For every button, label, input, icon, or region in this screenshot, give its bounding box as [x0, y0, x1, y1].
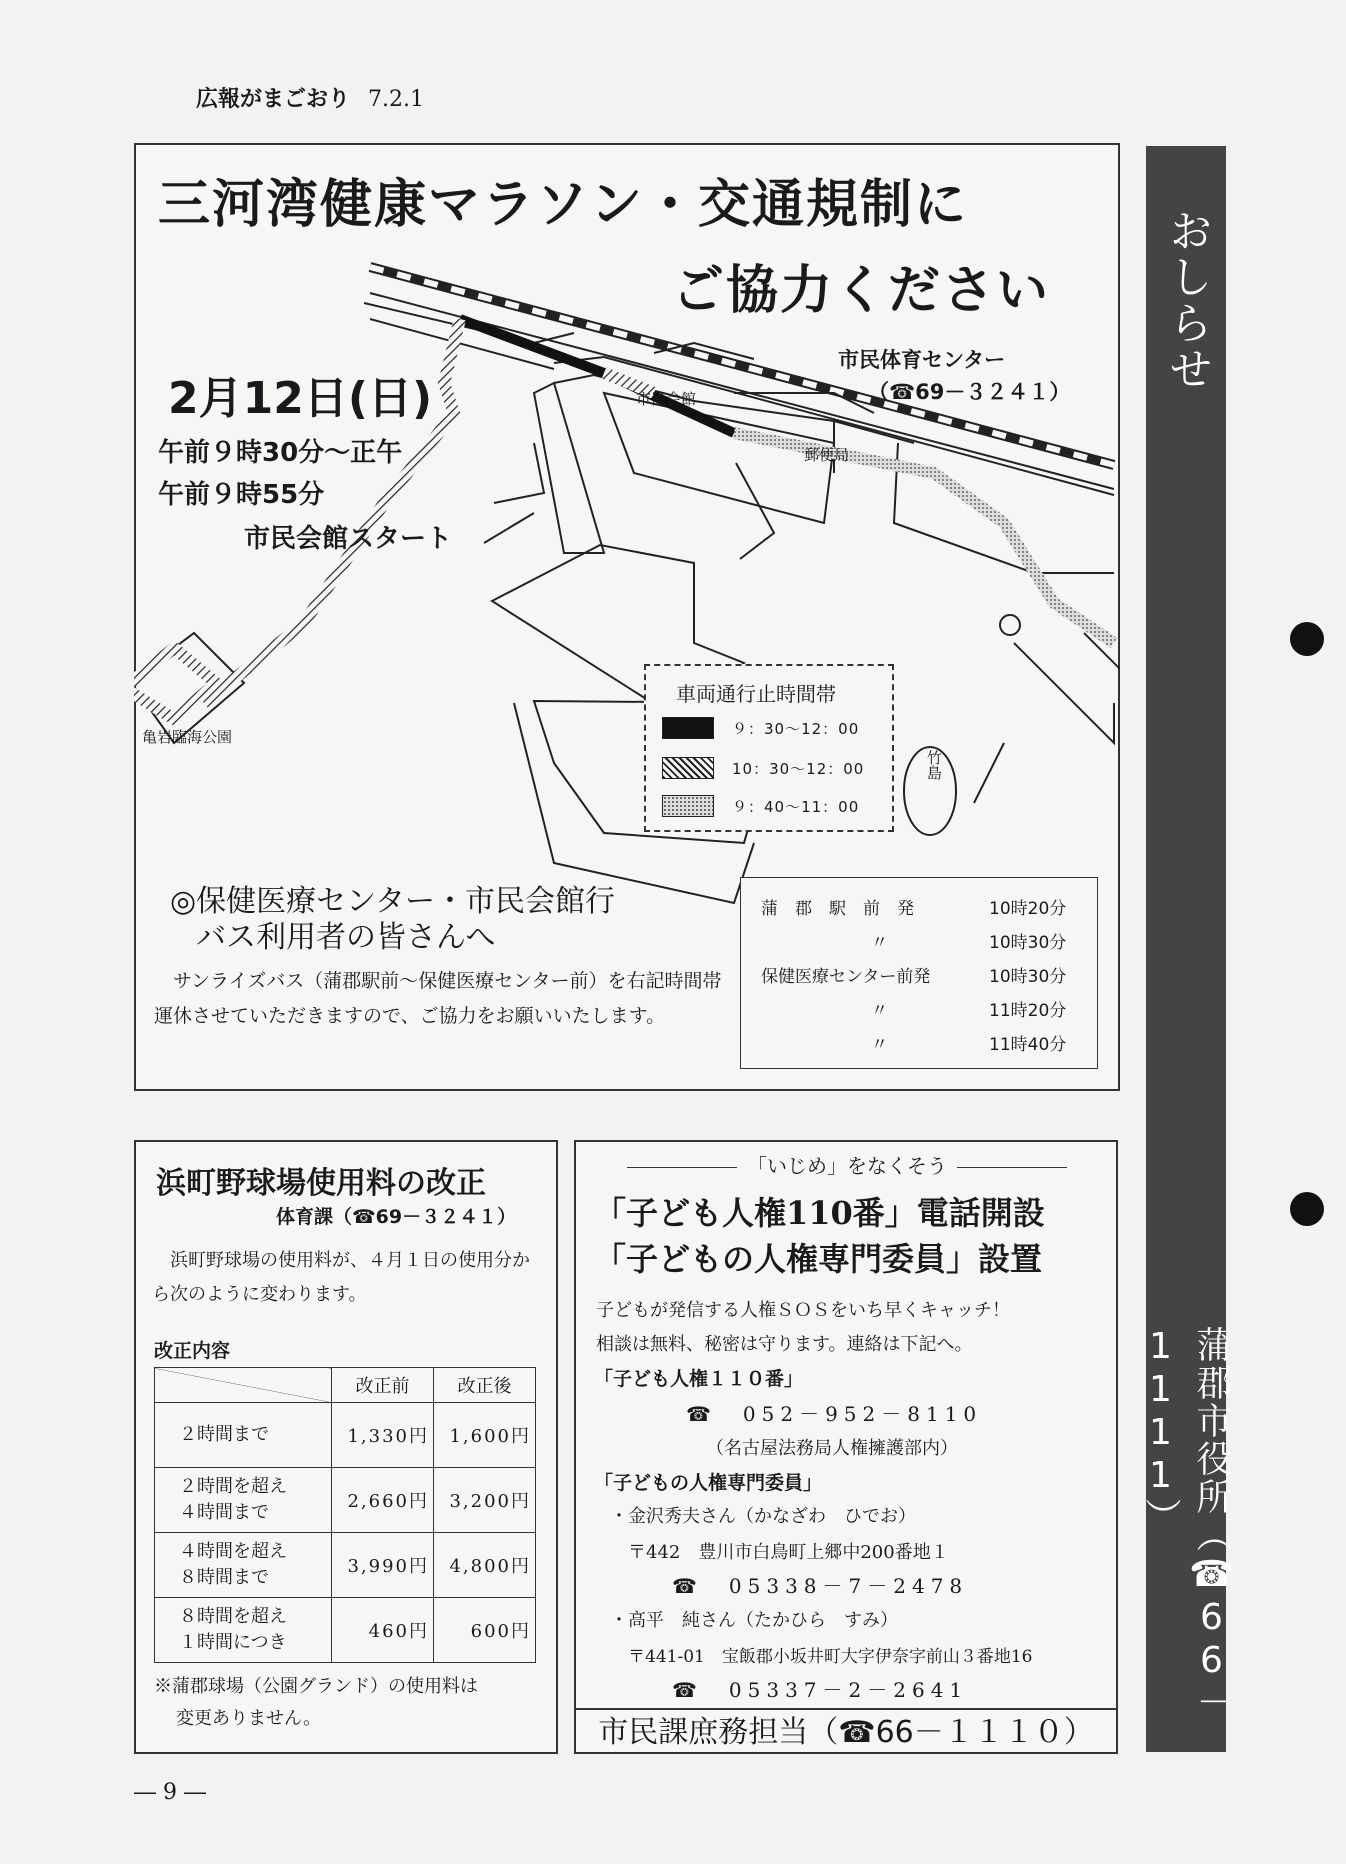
person2-address: 〒441-01 宝飯郡小坂井町大字伊奈字前山３番地16	[628, 1647, 1033, 1667]
bus-heading-line1: ◎保健医療センター・市民会館行	[170, 884, 615, 919]
label-line: ８時間を超え	[179, 1606, 287, 1627]
map-label-park: 亀岩臨海公園	[142, 728, 233, 746]
fee-before: 460円	[332, 1598, 434, 1663]
person2-tel: ☎ 05337－2－2641	[672, 1678, 969, 1702]
timetable-row	[741, 922, 1097, 956]
marathon-start-place: 市民会館スタート	[244, 524, 453, 554]
timetable-time: 10時30分	[989, 933, 1067, 953]
col-before: 改正前	[332, 1368, 434, 1403]
timetable-time: 11時20分	[989, 1001, 1067, 1021]
legend-swatch-hatch	[662, 757, 714, 779]
timetable-time: 10時30分	[989, 967, 1067, 987]
fee-before: 2,660円	[332, 1468, 434, 1533]
timetable-station: 〃	[871, 1001, 888, 1021]
fee-table-corner	[155, 1368, 332, 1403]
ijime-footer-contact: 市民課庶務担当（☎66－１１１０）	[576, 1708, 1116, 1754]
hotline-tel: ☎ 052－952－8110	[686, 1402, 983, 1426]
timetable-row	[741, 1024, 1097, 1058]
bus-timetable	[740, 877, 1098, 1069]
legend-swatch-solid	[662, 717, 714, 739]
map-label-island: 竹島	[925, 750, 943, 780]
publication-header	[196, 82, 424, 113]
fee-row	[155, 1598, 536, 1663]
fee-row-label	[155, 1533, 332, 1598]
col-after: 改正後	[434, 1368, 536, 1403]
person1-tel: ☎ 05338－7－2478	[672, 1574, 969, 1598]
timetable-station: 蒲 郡 駅 前 発	[761, 899, 914, 919]
section-label: おしらせ	[1161, 208, 1212, 392]
baseball-title: 浜町野球場使用料の改正	[156, 1166, 486, 1201]
person2-name: ・高平 純さん（たかひら すみ）	[610, 1610, 898, 1631]
legend-value: 10：30～12：00	[732, 759, 865, 778]
ijime-tagline	[600, 1150, 1094, 1179]
ijime-heading2: 「子どもの人権専門委員」設置	[594, 1240, 1043, 1278]
map-label-post-office: 郵便局	[804, 446, 850, 464]
hotline-title: 「子ども人権１１０番」	[594, 1368, 804, 1390]
hotline-org: （名古屋法務局人権擁護部内）	[706, 1438, 958, 1459]
ijime-para2: 相談は無料、秘密は守ります。連絡は下記へ。	[596, 1334, 973, 1355]
label-line: ４時間を超え	[179, 1541, 287, 1562]
baseball-body: 浜町野球場の使用料が、４月１日の使用分から次のように変わります。	[152, 1250, 530, 1305]
marathon-time-range: 午前９時30分～正午	[158, 438, 403, 468]
fee-row-label	[155, 1403, 332, 1468]
section-side-tab	[1140, 146, 1232, 1752]
marathon-title-line1: 三河湾健康マラソン・交通規制に	[158, 175, 969, 235]
fee-after: 4,800円	[434, 1533, 536, 1598]
fee-row	[155, 1533, 536, 1598]
legend-item	[662, 794, 859, 818]
fee-after: 600円	[434, 1598, 536, 1663]
baseball-dept: 体育課（☎69－３２４１）	[276, 1206, 517, 1228]
bus-notice-body: サンライズバス（蒲郡駅前～保健医療センター前）を右記時間帯運休させていただきますので、ご協力をお願いいたします。	[154, 970, 722, 1027]
fee-row	[155, 1468, 536, 1533]
ijime-para1: 子どもが発信する人権ＳＯＳをいち早くキャッチ！	[596, 1300, 1010, 1321]
label-line: ４時間まで	[179, 1502, 269, 1523]
publication-date: 7.2.1	[368, 87, 424, 112]
timetable-station: 〃	[871, 1035, 888, 1055]
fee-row	[155, 1403, 536, 1468]
binder-hole	[1290, 1192, 1324, 1226]
legend-swatch-dots	[662, 795, 714, 817]
timetable-time: 10時20分	[989, 899, 1067, 919]
page-number: ― 9 ―	[134, 1780, 206, 1805]
ijime-heading1: 「子ども人権110番」電話開設	[594, 1194, 1045, 1232]
legend-item	[662, 756, 864, 780]
label-line: ２時間を超え	[179, 1476, 287, 1497]
fee-row-label	[155, 1598, 332, 1663]
legend-value: ９：40～11：00	[732, 797, 860, 816]
marathon-title-line2: ご協力ください	[672, 261, 1051, 321]
timetable-station: 保健医療センター前発	[761, 967, 931, 987]
fee-after: 1,600円	[434, 1403, 536, 1468]
gym-tel: （☎69－３２４１）	[868, 380, 1071, 404]
person1-address: 〒442 豊川市白鳥町上郷中200番地１	[628, 1542, 949, 1563]
legend-item	[662, 716, 859, 740]
baseball-note: ※蒲郡球場（公園グランド）の使用料は	[154, 1676, 478, 1697]
label-line: ８時間まで	[179, 1567, 269, 1588]
map-label-civic-hall: 市民会館	[636, 390, 697, 408]
timetable-row	[741, 888, 1097, 922]
legend-title: 車両通行止時間帯	[676, 682, 836, 706]
committee-title: 「子どもの人権専門委員」	[594, 1472, 823, 1494]
timetable-row	[741, 990, 1097, 1024]
legend-value: ９：30～12：00	[732, 719, 860, 738]
gym-name: 市民体育センター	[838, 348, 1006, 372]
person1-name: ・金沢秀夫さん（かなざわ ひでお）	[610, 1506, 916, 1527]
city-office-contact: 蒲郡市役所（☎66－1111）	[1140, 1326, 1232, 1721]
ijime-tagline-text: 「いじめ」をなくそう	[747, 1154, 947, 1178]
timetable-row	[741, 956, 1097, 990]
fee-table-header	[155, 1368, 536, 1403]
label-line: １時間につき	[179, 1632, 287, 1653]
label-line: ２時間まで	[179, 1424, 269, 1445]
timetable-station: 〃	[871, 933, 888, 953]
fee-after: 3,200円	[434, 1468, 536, 1533]
fee-row-label	[155, 1468, 332, 1533]
marathon-date: 2月12日(日)	[168, 373, 433, 424]
publication-name: 広報がまごおり	[196, 87, 351, 112]
timetable-time: 11時40分	[989, 1035, 1067, 1055]
baseball-subhead: 改正内容	[154, 1340, 231, 1362]
fee-table	[154, 1367, 536, 1663]
fee-before: 3,990円	[332, 1533, 434, 1598]
bus-heading-line2: バス利用者の皆さんへ	[196, 920, 496, 955]
marathon-start-time: 午前９時55分	[158, 480, 325, 510]
fee-before: 1,330円	[332, 1403, 434, 1468]
map-legend	[644, 664, 894, 832]
binder-hole	[1290, 622, 1324, 656]
baseball-note-cont: 変更ありません。	[176, 1708, 322, 1729]
